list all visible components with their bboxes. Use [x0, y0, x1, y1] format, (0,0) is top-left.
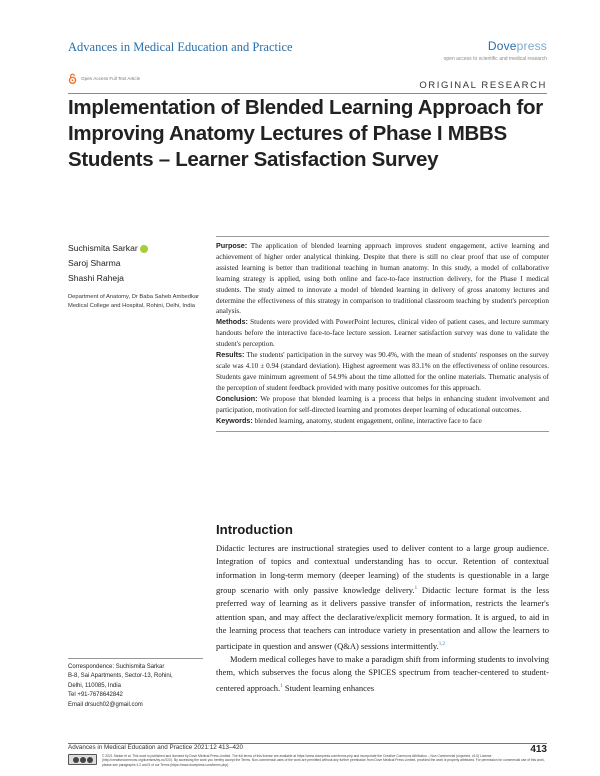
footer-citation: Advances in Medical Education and Practice 2021:12 413–420	[68, 744, 244, 751]
abstract-results-heading: Results:	[216, 350, 245, 360]
page-number: 413	[530, 744, 547, 755]
creative-commons-icon[interactable]	[68, 754, 97, 765]
author-name: Suchismita Sarkar	[68, 243, 138, 253]
abstract-methods	[216, 317, 549, 350]
reference-link[interactable]: 1	[414, 586, 418, 592]
reference-link[interactable]: 1,2	[438, 641, 446, 647]
paragraph-text: Didactic lectures are instructional strategies used to deliver content to a large group audience. Integration of topics and contextual understanding has to occur. Retention of contextual information in long-term memory (deeper learning) of the students is questionable in a large group scenario with only passive knowledge delivery.	[216, 543, 549, 596]
reference-link[interactable]: 1	[280, 683, 283, 689]
publisher-logo-block	[444, 39, 547, 62]
article-type: ORIGINAL RESEARCH	[419, 80, 547, 91]
publisher-logo	[444, 39, 547, 53]
abstract-methods-heading: Methods:	[216, 317, 248, 327]
correspondence-phone: Tel +91-7678642842	[68, 692, 123, 699]
abstract-conclusion	[216, 394, 549, 416]
abstract-results	[216, 350, 549, 394]
abstract-conclusion-text: We propose that blended learning is a process that helps in enhancing student involvement and participation, motivation for self-directed learning and promotes deeper learning of educational outcomes.	[216, 394, 550, 414]
introduction-paragraph	[216, 653, 549, 695]
correspondence-label: Correspondence: Suchismita Sarkar	[68, 664, 165, 670]
abstract-purpose	[216, 241, 549, 317]
paragraph-text: Student learning enhances	[282, 682, 375, 693]
open-access-row	[68, 73, 140, 84]
correspondence-address-line: Delhi, 110085, India	[68, 682, 121, 689]
journal-title: Advances in Medical Education and Practice	[68, 40, 293, 54]
introduction-body	[216, 542, 549, 695]
header-divider	[68, 93, 547, 94]
open-access-label: Open Access Full Text Article	[81, 76, 141, 81]
correspondence-address-line: B-8, Sai Apartments, Sector-13, Rohini,	[68, 673, 173, 680]
author-item	[68, 241, 148, 256]
abstract-purpose-text: The application of blended learning approach improves student engagement, active learning and achievement of higher order analytical thinking. Despite that there is still no clear proof that use of computer assisted learning is better than traditional teaching in human anatomy. In this study, a model of collaborative learning strategy is applied, using both online and face-to-face instruction delivery, for the Phase I medical students. The study aimed to innovate a model of blended learning in delivery of gross anatomy lectures and determine the effectiveness of this strategy in comparison to traditional classroom teaching by student's perception analysis.	[216, 242, 549, 316]
open-access-icon	[68, 73, 77, 84]
abstract-purpose-heading: Purpose:	[216, 241, 248, 250]
abstract-keywords-heading: Keywords:	[216, 415, 253, 425]
abstract-box	[216, 236, 549, 432]
abstract-keywords-text: blended learning, anatomy, student engagement, online, interactive face to face	[254, 416, 482, 425]
author-item	[68, 271, 148, 286]
author-name: Saroj Sharma	[68, 258, 121, 268]
publisher-name-light: press	[516, 39, 547, 53]
author-name: Shashi Raheja	[68, 273, 124, 283]
publisher-name-dark: Dove	[487, 39, 517, 53]
abstract-keywords	[216, 416, 549, 427]
license-text: © 2021 Sarkar et al. This work is published and licensed by Dove Medical Press Limited. The full terms of this license are available at https://www.dovepress.com/terms.php and incorporate the Creative Commons Attribution – Non Commercial (unported, v3.0) License (http://creativecommons.org/licenses/by-nc/3.0/). By accessing the work you hereby accept the Terms. Non-commercial uses of the work are permitted without any further permission from Dove Medical Press Limited, provided the work is properly attributed. For permission for commercial use of this work, please see paragraphs 4.2 and 5 of our Terms (https://www.dovepress.com/terms.php).	[102, 754, 545, 767]
orcid-icon[interactable]	[140, 245, 148, 253]
article-title: Implementation of Blended Learning Approach for Improving Anatomy Lectures of Phase I MBBS Students – Learner Satisfaction Survey	[68, 96, 543, 171]
introduction-heading: Introduction	[216, 522, 293, 537]
abstract-conclusion-heading: Conclusion:	[216, 393, 258, 403]
paragraph-text: Didactic lecture format is the less preferred way of learning as it delivers passive transfer of information, restricts the learner's attention span, and may affect the declarative/explicit memory formation. It is argued, to aid in the learning process that teachers can introduce variety in presentation and allow the learners to participate in question and answer (Q&A) sessions intermittently.	[216, 585, 549, 651]
author-affiliation: Department of Anatomy, Dr Baba Saheb Ambedkar Medical College and Hospital, Rohini, Delhi, India	[68, 294, 200, 309]
correspondence-email[interactable]: Email drsuch02@gmail.com	[68, 701, 143, 708]
correspondence-block	[68, 658, 203, 710]
paragraph-text: Modern medical colleges have to make a paradigm shift from informing students to involving them, which subserves the focus along the SPICES spectrum from teacher-centered to student-centered approach.	[216, 653, 549, 693]
introduction-paragraph	[216, 542, 549, 653]
publisher-tagline: open access to scientific and medical research	[443, 56, 547, 62]
author-item	[68, 256, 148, 271]
license-row	[68, 754, 548, 767]
abstract-results-text: The students' participation in the survey was 90.4%, with the mean of students' responses on the survey scale was 4.10 ± 0.94 (standard deviation). Highest agreement was 83.1% on the effectiveness of online resources. Students gave minimum agreement of 54.9% about the time allotted for the online materials. Thematic analysis of the perception of student feedback provided with many positive outcomes for this approach.	[216, 351, 550, 392]
author-list	[68, 241, 148, 286]
abstract-methods-text: Students were provided with PowerPoint lectures, clinical video of patient cases, and lecture summary handouts before the interactive face-to-face lecture session. Learner satisfaction survey was done to validate the student's perception.	[216, 318, 549, 349]
